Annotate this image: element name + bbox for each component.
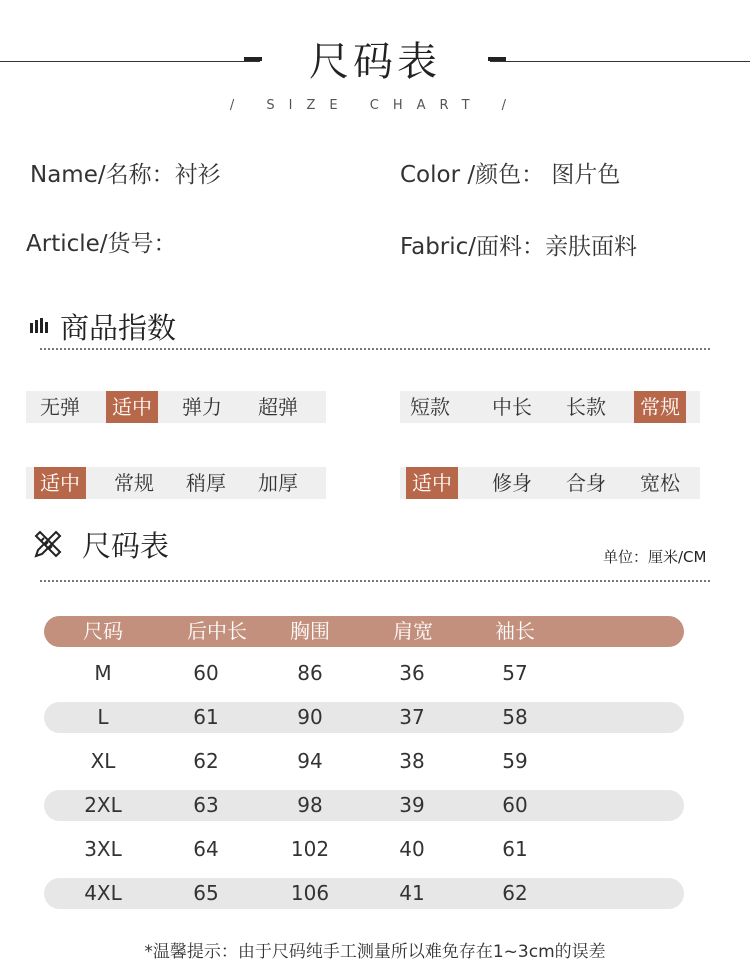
- table-row: [44, 790, 684, 821]
- table-cell: 102: [290, 837, 330, 861]
- page-title: 尺码表: [309, 39, 441, 85]
- info-article: Article/货号：: [26, 231, 177, 257]
- table-cell: 37: [399, 705, 425, 729]
- column-header: 后中长: [187, 619, 247, 643]
- table-cell: 61: [193, 705, 219, 729]
- table-cell: 36: [399, 661, 425, 685]
- page-subtitle: / SIZE CHART /: [229, 98, 521, 113]
- column-header: 胸围: [290, 619, 330, 643]
- index-option: 宽松: [640, 471, 680, 495]
- table-cell: 90: [297, 705, 323, 729]
- index-option: 中长: [492, 395, 532, 419]
- table-cell: 4XL: [84, 881, 122, 905]
- index-group-fit: [400, 467, 700, 499]
- size-chart-title: 尺码表: [82, 529, 170, 563]
- index-option: 稍厚: [186, 471, 226, 495]
- table-cell: 65: [193, 881, 219, 905]
- index-option: 无弹: [40, 395, 80, 419]
- table-cell: 41: [399, 881, 425, 905]
- table-cell: 94: [297, 749, 323, 773]
- table-cell: 61: [502, 837, 528, 861]
- index-option: 短款: [410, 395, 450, 419]
- index-divider: [40, 348, 710, 350]
- index-option: 修身: [492, 471, 532, 495]
- column-header: 肩宽: [393, 619, 433, 643]
- index-option-selected: 适中: [106, 391, 158, 423]
- info-fabric: Fabric/面料：亲肤面料: [400, 234, 638, 260]
- table-cell: 59: [502, 749, 528, 773]
- index-option: 超弹: [258, 395, 298, 419]
- table-cell: 63: [193, 793, 219, 817]
- table-cell: 60: [502, 793, 528, 817]
- size-table-header: [44, 616, 684, 647]
- index-option: 合身: [566, 471, 606, 495]
- info-name: Name/名称：衬衫: [30, 162, 221, 188]
- table-row: [44, 658, 684, 689]
- index-option: 长款: [566, 395, 606, 419]
- table-cell: 62: [502, 881, 528, 905]
- table-cell: 62: [193, 749, 219, 773]
- index-option: 弹力: [182, 395, 222, 419]
- info-color: Color /颜色： 图片色: [400, 162, 621, 188]
- size-chart-unit: 单位：厘米/CM: [603, 548, 707, 566]
- table-cell: 58: [502, 705, 528, 729]
- size-chart-divider: [40, 580, 710, 582]
- bar-chart-icon: [30, 318, 48, 333]
- table-cell: L: [97, 705, 109, 729]
- table-cell: 57: [502, 661, 528, 685]
- table-cell: XL: [90, 749, 116, 773]
- table-cell: 39: [399, 793, 425, 817]
- index-option: 常规: [114, 471, 154, 495]
- index-group-elasticity: [26, 391, 326, 423]
- column-header: 袖长: [495, 619, 535, 643]
- table-row: [44, 702, 684, 733]
- index-option-selected: 适中: [34, 467, 86, 499]
- table-cell: 106: [290, 881, 330, 905]
- table-row: [44, 878, 684, 909]
- table-row: [44, 834, 684, 865]
- table-cell: 60: [193, 661, 219, 685]
- measurement-note: *温馨提示：由于尺码纯手工测量所以难免存在1~3cm的误差: [144, 942, 606, 962]
- index-group-thickness: [26, 467, 326, 499]
- ruler-pencil-icon: [32, 528, 64, 560]
- table-row: [44, 746, 684, 777]
- index-option-selected: 常规: [634, 391, 686, 423]
- table-cell: M: [94, 661, 112, 685]
- table-cell: 98: [297, 793, 323, 817]
- table-cell: 3XL: [84, 837, 122, 861]
- table-cell: 40: [399, 837, 425, 861]
- index-title: 商品指数: [60, 311, 177, 345]
- table-cell: 64: [193, 837, 219, 861]
- column-header: 尺码: [83, 619, 123, 643]
- table-cell: 38: [399, 749, 425, 773]
- table-cell: 86: [297, 661, 323, 685]
- index-option: 加厚: [258, 471, 298, 495]
- index-option-selected: 适中: [406, 467, 458, 499]
- table-cell: 2XL: [84, 793, 122, 817]
- index-group-length: [400, 391, 700, 423]
